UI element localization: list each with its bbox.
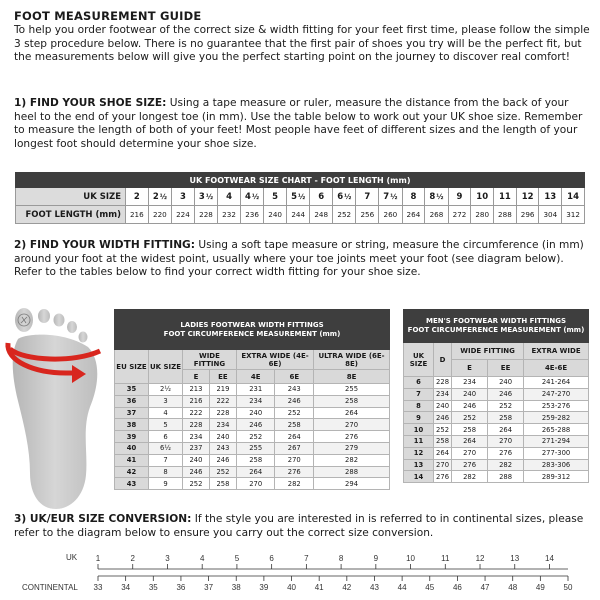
ladies-value-cell: 258 xyxy=(236,454,275,466)
ladies-value-cell: 246 xyxy=(183,466,210,478)
uk-size-cell xyxy=(194,188,217,206)
mens-value-cell: 276 xyxy=(452,459,488,471)
ruler-eu-label: 50 xyxy=(563,583,573,592)
ladies-sub-8e: 8E xyxy=(314,370,390,384)
ruler-eu-label: 41 xyxy=(314,583,324,592)
mens-value-cell: 240 xyxy=(488,377,524,389)
uk-size-value: 7 xyxy=(383,191,390,202)
uk-size-value: 12 xyxy=(521,191,534,202)
ladies-eu-cell: 43 xyxy=(115,478,149,490)
ladies-value-cell: 270 xyxy=(314,419,390,431)
ladies-value-cell: 252 xyxy=(236,431,275,443)
ladies-value-cell: 246 xyxy=(209,454,236,466)
ladies-value-cell: 234 xyxy=(209,419,236,431)
uk-size-cell xyxy=(448,188,471,206)
mens-value-cell: 264 xyxy=(434,447,452,459)
ruler-eu-label: 39 xyxy=(259,583,269,592)
ruler-eu-label: 47 xyxy=(480,583,490,592)
mens-value-cell: 252 xyxy=(452,412,488,424)
ladies-value-cell: 282 xyxy=(275,478,314,490)
uk-size-value: 9 xyxy=(456,191,463,202)
uk-size-cell xyxy=(425,188,448,206)
foot-length-cell: 296 xyxy=(516,206,539,224)
ruler-uk-label-value: 1 xyxy=(95,554,101,563)
uk-size-cell xyxy=(333,188,356,206)
foot-length-cell: 232 xyxy=(218,206,241,224)
ruler-eu-label: 40 xyxy=(287,583,296,592)
uk-size-value: 6 xyxy=(318,191,325,202)
ladies-value-cell: 258 xyxy=(314,395,390,407)
mens-value-cell: 234 xyxy=(452,377,488,389)
uk-size-cell xyxy=(218,188,241,206)
mens-group-wide: WIDE FITTING xyxy=(452,343,524,360)
mens-uk-cell: 11 xyxy=(404,435,434,447)
uk-size-half: ½ xyxy=(390,192,398,201)
mens-value-cell: 282 xyxy=(452,471,488,483)
mens-value-cell: 276 xyxy=(488,447,524,459)
ladies-uk-cell xyxy=(149,419,183,431)
ladies-uk-cell xyxy=(149,395,183,407)
ladies-caption-line2: FOOT CIRCUMFERENCE MEASUREMENT (mm) xyxy=(163,329,341,338)
mens-value-cell: 253-276 xyxy=(524,400,589,412)
mens-table-row xyxy=(404,459,589,471)
ladies-value-cell: 246 xyxy=(236,419,275,431)
ladies-value-cell: 234 xyxy=(236,395,275,407)
uk-size-value: 5 xyxy=(291,191,298,202)
ladies-uk-value: 3 xyxy=(163,397,168,406)
mens-table-row xyxy=(404,377,589,389)
foot-length-cell: 268 xyxy=(425,206,448,224)
mens-uk-cell: 7 xyxy=(404,388,434,400)
ladies-table-row xyxy=(115,478,390,490)
uk-size-value: 3 xyxy=(198,191,205,202)
ladies-value-cell: 234 xyxy=(183,431,210,443)
ladies-uk-cell xyxy=(149,431,183,443)
step3-text: If the style you are interested in is referred to in continental sizes, please refer to the diagram below to ensure you carry out the correct size conversion. xyxy=(14,513,584,539)
uk-size-value: 6 xyxy=(337,191,344,202)
ladies-uk-value: 2 xyxy=(160,385,165,394)
ruler-eu-label: 45 xyxy=(425,583,435,592)
uk-size-cell xyxy=(310,188,333,206)
uk-size-cell xyxy=(562,188,585,206)
ladies-value-cell: 252 xyxy=(275,407,314,419)
ladies-uk-cell xyxy=(149,478,183,490)
uk-size-cell xyxy=(126,188,149,206)
ladies-uk-cell xyxy=(149,454,183,466)
ruler-eu-label: 42 xyxy=(342,583,352,592)
mens-caption xyxy=(404,310,589,343)
ladies-value-cell: 228 xyxy=(209,407,236,419)
ladies-uk-value: 5 xyxy=(163,420,168,429)
ruler-eu-label: 46 xyxy=(452,583,462,592)
uk-size-value: 3 xyxy=(179,191,186,202)
uk-size-cell xyxy=(356,188,379,206)
mens-value-cell: 240 xyxy=(452,388,488,400)
mens-uk-cell: 8 xyxy=(404,400,434,412)
foot-shape xyxy=(13,308,98,509)
mens-value-cell: 258 xyxy=(488,412,524,424)
ladies-value-cell: 222 xyxy=(209,395,236,407)
uk-size-half: ½ xyxy=(159,192,167,201)
foot-length-cell: 224 xyxy=(172,206,195,224)
ladies-sub-ee: EE xyxy=(209,370,236,384)
step2-text: Using a soft tape measure or string, measure the circumference (in mm) around your foot at the widest point, usually where your toe joints meet your foot (see diagram below). Refer to the tables below to find your correct width fitting for your shoe size. xyxy=(14,239,584,278)
ladies-uk-value: 9 xyxy=(163,479,168,488)
ladies-caption xyxy=(115,310,390,350)
uk-size-value: 5 xyxy=(272,191,279,202)
ladies-value-cell: 243 xyxy=(275,384,314,396)
ladies-uk-cell xyxy=(149,384,183,396)
ruler-uk-label-value: 10 xyxy=(406,554,416,563)
ladies-uk-value: 8 xyxy=(163,467,168,476)
mens-table-row xyxy=(404,447,589,459)
mens-value-cell: 234 xyxy=(434,388,452,400)
ladies-value-cell: 288 xyxy=(314,466,390,478)
ruler-eu-label: 48 xyxy=(508,583,518,592)
ruler-continental-label: CONTINENTAL xyxy=(22,583,78,592)
mens-value-cell: 264 xyxy=(452,435,488,447)
mens-value-cell: 258 xyxy=(434,435,452,447)
ruler-eu-label: 34 xyxy=(121,583,131,592)
ladies-sub-4e: 4E xyxy=(236,370,275,384)
ruler-uk-label: UK xyxy=(66,553,78,562)
ladies-value-cell: 246 xyxy=(275,395,314,407)
ladies-value-cell: 258 xyxy=(209,478,236,490)
ladies-value-cell: 216 xyxy=(183,395,210,407)
intro-text: To help you order footwear of the correct size & width fitting for your feet first time, please follow the simple 3 step procedure below. There is no guarantee that the first pair of shoes you try will be the perfect fit, but the measurements below will give you the perfect starting point on the journey to discover real comfort! xyxy=(14,24,590,63)
ruler-uk-label-value: 2 xyxy=(130,554,135,563)
ladies-table-row xyxy=(115,419,390,431)
uk-size-half: ½ xyxy=(251,192,260,201)
ladies-uk-half: ½ xyxy=(164,385,171,394)
mens-table-row xyxy=(404,412,589,424)
ruler-uk-label-value: 4 xyxy=(199,554,205,563)
mens-value-cell: 270 xyxy=(434,459,452,471)
ladies-value-cell: 237 xyxy=(183,442,210,454)
mens-uk-cell: 9 xyxy=(404,412,434,424)
step2-block xyxy=(14,239,594,280)
ladies-uk-value: 6 xyxy=(163,432,168,441)
uk-size-cell xyxy=(471,188,494,206)
step1-text: Using a tape measure or ruler, measure the distance from the back of your heel to the end of your longest toe (in mm). Use the table below to work out your UK shoe size. Remember to measure the length of both of your feet! Most people have feet of different sizes and the length of your longest foot should determine your shoe size. xyxy=(14,97,583,150)
foot-length-cell: 264 xyxy=(402,206,425,224)
mens-table-row xyxy=(404,400,589,412)
foot-length-cell: 244 xyxy=(286,206,309,224)
ladies-value-cell: 252 xyxy=(183,478,210,490)
mens-value-cell: 283-306 xyxy=(524,459,589,471)
step1-heading: 1) FIND YOUR SHOE SIZE: xyxy=(14,97,167,109)
mens-value-cell: 259-282 xyxy=(524,412,589,424)
foot-length-cell: 236 xyxy=(240,206,263,224)
ladies-value-cell: 294 xyxy=(314,478,390,490)
mens-value-cell: 241-264 xyxy=(524,377,589,389)
ruler-eu-label: 33 xyxy=(93,583,103,592)
mens-value-cell: 246 xyxy=(452,400,488,412)
foot-length-cell: 220 xyxy=(148,206,171,224)
uk-size-half: ½ xyxy=(436,192,444,201)
uk-size-value: 4 xyxy=(226,191,232,202)
uk-size-cell xyxy=(539,188,562,206)
mens-value-cell: 228 xyxy=(434,377,452,389)
foot-length-cell: 256 xyxy=(356,206,379,224)
ladies-value-cell: 219 xyxy=(209,384,236,396)
ruler-uk-label-value: 12 xyxy=(475,554,485,563)
ruler-eu-label: 36 xyxy=(176,583,186,592)
mens-value-cell: 252 xyxy=(488,400,524,412)
foot-length-cell: 248 xyxy=(310,206,333,224)
ladies-table-row xyxy=(115,431,390,443)
mens-value-cell: 252 xyxy=(434,424,452,436)
ladies-col-eu: EU SIZE xyxy=(115,350,149,384)
ladies-uk-value: 4 xyxy=(163,408,168,417)
mens-sub-4e6e: 4E-6E xyxy=(524,360,589,377)
mens-value-cell: 270 xyxy=(488,435,524,447)
uk-size-label: UK SIZE xyxy=(16,188,126,206)
ladies-value-cell: 213 xyxy=(183,384,210,396)
ruler-eu-label: 38 xyxy=(231,583,241,592)
ladies-value-cell: 276 xyxy=(275,466,314,478)
ruler-uk-label-value: 3 xyxy=(165,554,170,563)
ladies-group-wide: WIDE FITTING xyxy=(183,350,237,370)
mens-sub-e: E xyxy=(452,360,488,377)
ladies-sub-e: E xyxy=(183,370,210,384)
ladies-uk-cell xyxy=(149,466,183,478)
ladies-eu-cell: 42 xyxy=(115,466,149,478)
ladies-value-cell: 279 xyxy=(314,442,390,454)
ruler-uk-label-value: 9 xyxy=(373,554,379,563)
ladies-table-row xyxy=(115,395,390,407)
mens-col-uk: UK SIZE xyxy=(404,343,434,377)
uk-size-cell xyxy=(240,188,263,206)
foot-length-cell: 288 xyxy=(494,206,517,224)
mens-value-cell: 240 xyxy=(434,400,452,412)
ruler-eu-label: 37 xyxy=(204,583,214,592)
ladies-table-row xyxy=(115,442,390,454)
ladies-value-cell: 231 xyxy=(236,384,275,396)
ladies-eu-cell: 38 xyxy=(115,419,149,431)
ruler-eu-label: 35 xyxy=(148,583,158,592)
uk-size-value: 2 xyxy=(152,191,159,202)
ladies-sub-6e: 6E xyxy=(275,370,314,384)
ladies-value-cell: 264 xyxy=(314,407,390,419)
ladies-uk-value: 7 xyxy=(163,456,168,465)
mens-uk-cell: 6 xyxy=(404,377,434,389)
ladies-eu-cell: 37 xyxy=(115,407,149,419)
uk-size-value: 4 xyxy=(245,191,251,202)
ladies-value-cell: 240 xyxy=(236,407,275,419)
mens-width-table xyxy=(403,309,589,483)
mens-value-cell: 277-300 xyxy=(524,447,589,459)
size-conversion-ruler xyxy=(0,548,600,600)
uk-size-chart xyxy=(15,172,585,224)
ladies-value-cell: 222 xyxy=(183,407,210,419)
mens-table-row xyxy=(404,471,589,483)
uk-size-cell xyxy=(402,188,425,206)
ladies-group-uwide: ULTRA WIDE (6E-8E) xyxy=(314,350,390,370)
ladies-caption-line1: LADIES FOOTWEAR WIDTH FITTINGS xyxy=(180,320,324,329)
ladies-value-cell: 282 xyxy=(314,454,390,466)
foot-length-label: FOOT LENGTH (mm) xyxy=(16,206,126,224)
ruler-uk-label-value: 11 xyxy=(441,554,450,563)
ladies-value-cell: 270 xyxy=(236,478,275,490)
page-title: FOOT MEASUREMENT GUIDE xyxy=(14,9,202,23)
mens-value-cell: 289-312 xyxy=(524,471,589,483)
foot-length-cell: 280 xyxy=(471,206,494,224)
uk-size-value: 7 xyxy=(364,191,371,202)
mens-value-cell: 258 xyxy=(452,424,488,436)
uk-size-cell xyxy=(286,188,309,206)
uk-size-cell xyxy=(494,188,517,206)
ruler-eu-label: 43 xyxy=(370,583,379,592)
foot-length-cell: 216 xyxy=(126,206,149,224)
ruler-uk-label-value: 14 xyxy=(545,554,554,563)
ladies-value-cell: 276 xyxy=(314,431,390,443)
ladies-value-cell: 255 xyxy=(236,442,275,454)
ladies-eu-cell: 40 xyxy=(115,442,149,454)
ladies-value-cell: 264 xyxy=(236,466,275,478)
ladies-value-cell: 240 xyxy=(183,454,210,466)
step2-heading: 2) FIND YOUR WIDTH FITTING: xyxy=(14,239,195,251)
mens-value-cell: 246 xyxy=(488,388,524,400)
mens-value-cell: 270 xyxy=(452,447,488,459)
ladies-table-row xyxy=(115,466,390,478)
uk-size-value: 11 xyxy=(498,191,511,202)
ladies-table-row xyxy=(115,407,390,419)
step1-block xyxy=(14,97,594,151)
mens-uk-cell: 12 xyxy=(404,447,434,459)
step3-heading: 3) UK/EUR SIZE CONVERSION: xyxy=(14,513,192,525)
ladies-value-cell: 243 xyxy=(209,442,236,454)
mens-value-cell: 264 xyxy=(488,424,524,436)
ladies-eu-cell: 41 xyxy=(115,454,149,466)
uk-size-half: ½ xyxy=(205,192,214,201)
ladies-value-cell: 264 xyxy=(275,431,314,443)
ladies-eu-cell: 36 xyxy=(115,395,149,407)
foot-length-cell: 252 xyxy=(333,206,356,224)
mens-caption-line1: MEN'S FOOTWEAR WIDTH FITTINGS xyxy=(426,317,566,325)
ruler-eu-label: 44 xyxy=(397,583,407,592)
mens-value-cell: 282 xyxy=(488,459,524,471)
mens-value-cell: 288 xyxy=(488,471,524,483)
mens-table-row xyxy=(404,435,589,447)
uk-size-value: 14 xyxy=(567,191,579,202)
mens-uk-cell: 13 xyxy=(404,459,434,471)
mens-table-row xyxy=(404,388,589,400)
ladies-uk-value: 6 xyxy=(160,444,165,453)
mens-caption-line2: FOOT CIRCUMFERENCE MEASUREMENT (mm) xyxy=(407,326,585,334)
ladies-table-row xyxy=(115,454,390,466)
ladies-table-row xyxy=(115,384,390,396)
ladies-value-cell: 252 xyxy=(209,466,236,478)
ruler-uk-label-value: 8 xyxy=(338,554,344,563)
foot-length-cell: 272 xyxy=(448,206,471,224)
foot-diagram xyxy=(4,303,112,513)
mens-value-cell: 276 xyxy=(434,471,452,483)
mens-value-cell: 271-294 xyxy=(524,435,589,447)
ladies-uk-cell xyxy=(149,442,183,454)
foot-length-cell: 260 xyxy=(379,206,402,224)
uk-size-cell xyxy=(516,188,539,206)
ladies-value-cell: 255 xyxy=(314,384,390,396)
foot-length-cell: 228 xyxy=(194,206,217,224)
step3-block xyxy=(14,513,594,540)
ruler-eu-label: 49 xyxy=(535,583,545,592)
ladies-value-cell: 240 xyxy=(209,431,236,443)
ruler-uk-label-value: 5 xyxy=(234,554,240,563)
ladies-eu-cell: 35 xyxy=(115,384,149,396)
ladies-uk-cell xyxy=(149,407,183,419)
foot-length-cell: 304 xyxy=(539,206,562,224)
mens-group-xwide: EXTRA WIDE xyxy=(524,343,589,360)
ladies-uk-half: ½ xyxy=(164,444,171,453)
ladies-eu-cell: 39 xyxy=(115,431,149,443)
mens-uk-cell: 14 xyxy=(404,471,434,483)
uk-size-cell xyxy=(379,188,402,206)
mens-sub-d: D xyxy=(434,343,452,377)
mens-value-cell: 247-270 xyxy=(524,388,589,400)
uk-size-value: 2 xyxy=(133,191,140,202)
ladies-value-cell: 267 xyxy=(275,442,314,454)
mens-value-cell: 265-288 xyxy=(524,424,589,436)
uk-size-half: ½ xyxy=(344,192,352,201)
mens-table-row xyxy=(404,424,589,436)
uk-size-value: 10 xyxy=(476,191,489,202)
foot-length-cell: 312 xyxy=(562,206,585,224)
ladies-value-cell: 258 xyxy=(275,419,314,431)
uk-size-value: 8 xyxy=(410,191,417,202)
ruler-uk-label-value: 6 xyxy=(269,554,274,563)
ladies-value-cell: 270 xyxy=(275,454,314,466)
ladies-width-table xyxy=(114,309,390,490)
mens-uk-cell: 10 xyxy=(404,424,434,436)
mens-sub-ee: EE xyxy=(488,360,524,377)
ruler-uk-label-value: 13 xyxy=(510,554,520,563)
ruler-uk-label-value: 7 xyxy=(304,554,309,563)
foot-length-cell: 240 xyxy=(264,206,287,224)
uk-size-cell xyxy=(264,188,287,206)
uk-size-cell xyxy=(172,188,195,206)
uk-chart-caption: UK FOOTWEAR SIZE CHART - FOOT LENGTH (mm) xyxy=(16,173,585,188)
ladies-value-cell: 228 xyxy=(183,419,210,431)
ladies-col-uk: UK SIZE xyxy=(149,350,183,384)
uk-size-value: 13 xyxy=(544,191,557,202)
uk-size-half: ½ xyxy=(298,192,306,201)
mens-value-cell: 246 xyxy=(434,412,452,424)
ladies-group-xwide: EXTRA WIDE (4E-6E) xyxy=(236,350,313,370)
uk-size-cell xyxy=(148,188,171,206)
uk-size-value: 8 xyxy=(429,191,436,202)
